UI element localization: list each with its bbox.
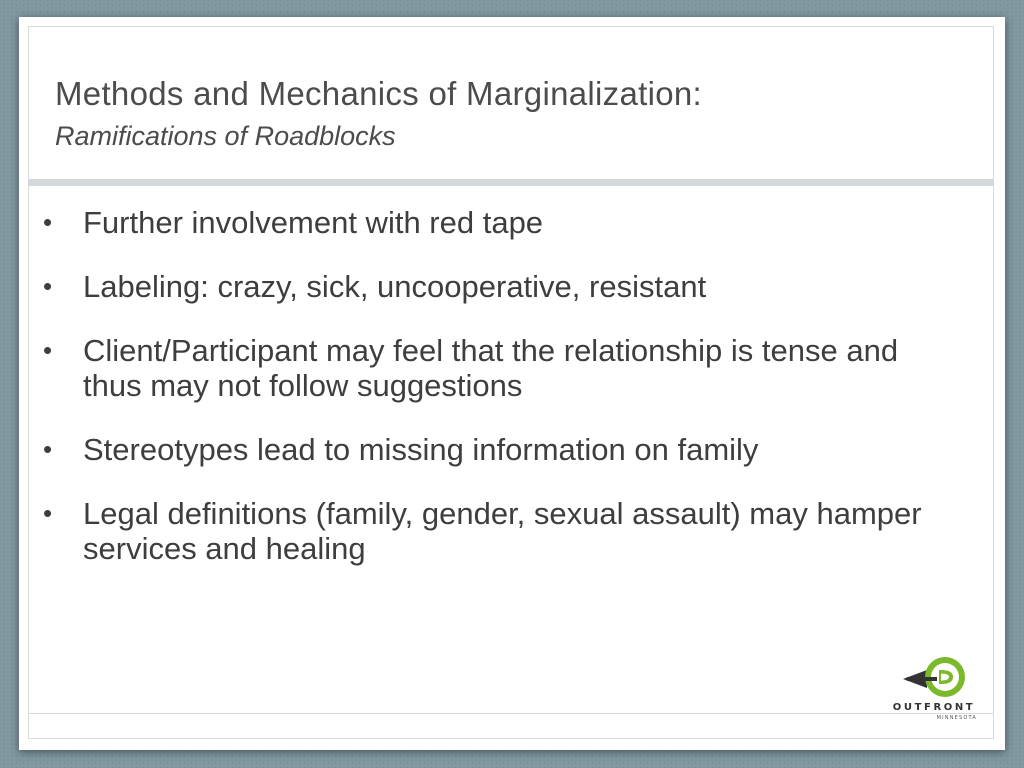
bullet-marker: • [43,271,53,301]
bullet-list [41,205,941,595]
logo-subtext: MINNESOTA [936,715,977,721]
slide-subtitle: Ramifications of Roadblocks [55,121,396,151]
bullet-item [41,432,941,467]
slide-header [29,27,995,187]
slide [19,17,1005,750]
footer-divider [28,713,994,714]
bullet-text: Client/Participant may feel that the relationship is tense and thus may not follow suggestions [83,333,899,403]
bullet-marker: • [43,207,53,237]
bullet-text: Legal definitions (family, gender, sexual assault) may hamper services and healing [83,496,922,566]
header-divider [28,179,994,186]
bullet-text: Stereotypes lead to missing information on family [83,432,759,467]
bullet-text: Labeling: crazy, sick, uncooperative, resistant [83,269,707,304]
bullet-marker: • [43,335,53,365]
bullet-marker: • [43,498,53,528]
outfront-logo-icon [897,655,971,701]
slide-title: Methods and Mechanics of Marginalization: [55,75,702,112]
logo-wordmark: OUTFRONT [892,702,976,713]
bullet-item [41,205,941,240]
bullet-item [41,269,941,304]
outfront-logo [891,655,981,727]
bullet-item [41,496,941,566]
bullet-text: Further involvement with red tape [83,205,544,240]
bullet-marker: • [43,434,53,464]
bullet-item [41,333,941,403]
